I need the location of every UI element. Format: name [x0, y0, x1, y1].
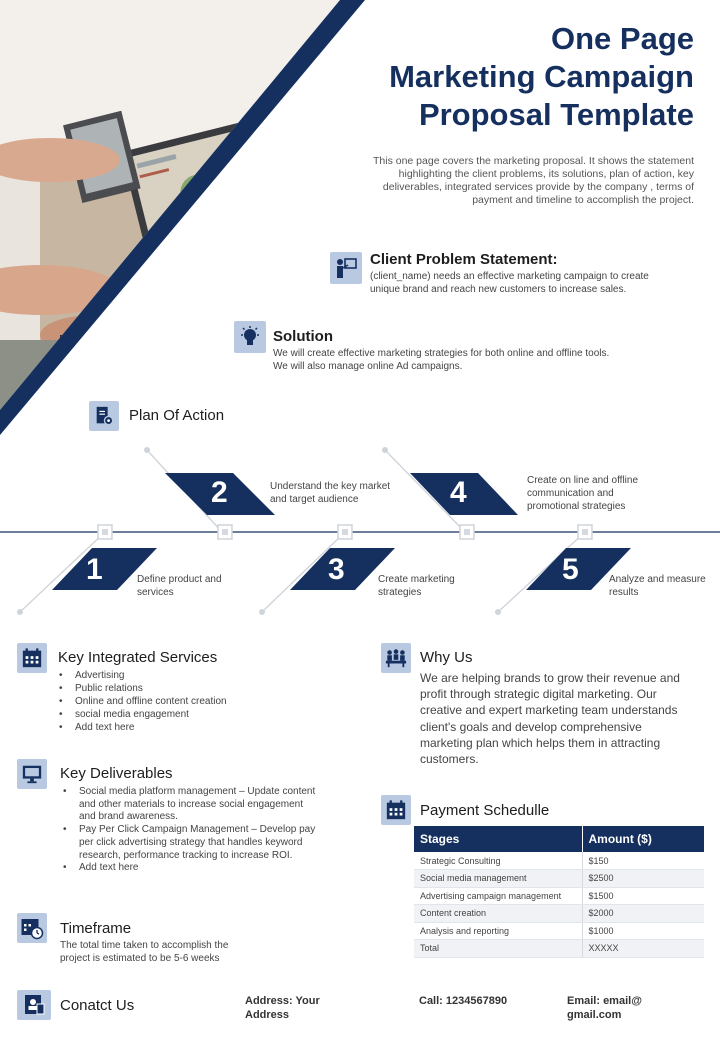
services-item: • Online and offline content creation	[57, 695, 277, 708]
table-row	[414, 905, 704, 923]
table-row	[414, 852, 704, 870]
amount-cell: $2500	[582, 870, 704, 888]
deliverables-heading: Key Deliverables	[60, 765, 173, 782]
services-item: • social media engagement	[57, 708, 277, 721]
solution-text: We will create effective marketing strategies for both online and offline tools. We will also manage online Ad campaigns.	[273, 348, 610, 372]
document-gear-icon	[89, 401, 119, 431]
step-2-text: Understand the key market and target audience	[270, 481, 391, 505]
services-heading: Key Integrated Services	[58, 649, 218, 666]
payment-heading: Payment Schedulle	[420, 802, 550, 819]
contact-heading: Conatct Us	[60, 997, 135, 1014]
step-5-number: 5	[562, 553, 579, 586]
step-1-text: Define product and services	[137, 574, 222, 598]
contact-address: Address: Your Address	[245, 995, 320, 1021]
why-us-text: We are helping brands to grow their revenue and profit through strategic digital marketing. Our creative and expert marketing team understands client's goals and develop comprehensive marketing plan which helps them in attracting customers.	[420, 671, 680, 767]
intro-text: This one page covers the marketing proposal. It shows the statement highlighting the client problems, its solutions, plan of action, key deliverables, integrated services provide by the company , terms of payment and timeline to accomplish the project.	[372, 155, 694, 206]
client-problem-text: (client_name) needs an effective marketing campaign to create unique brand and reach new customers to increase sales.	[370, 271, 649, 295]
monitor-icon	[17, 759, 47, 789]
plan-heading: Plan Of Action	[129, 407, 225, 424]
table-row	[414, 887, 704, 905]
lightbulb-icon	[234, 321, 266, 353]
amount-cell: $1000	[582, 922, 704, 940]
page-title: One Page Marketing Campaign Proposal Template	[389, 21, 694, 132]
timeframe-heading: Timeframe	[60, 920, 132, 937]
amount-cell: $1500	[582, 887, 704, 905]
table-row	[414, 870, 704, 888]
step-4-number: 4	[450, 476, 467, 509]
services-item: • Advertising	[57, 669, 277, 682]
stage-cell: Total	[414, 940, 582, 958]
col-stages: Stages	[414, 826, 582, 852]
step-1-number: 1	[86, 553, 103, 586]
solution-heading: Solution	[273, 328, 333, 345]
services-item: • Add text here	[57, 721, 277, 734]
payment-table	[414, 826, 704, 958]
timeframe-text: The total time taken to accomplish the project is estimated to be 5-6 weeks	[60, 940, 229, 964]
stage-cell: Content creation	[414, 905, 582, 923]
step-5-text: Analyze and measure results	[609, 574, 706, 598]
step-3-text: Create marketing strategies	[378, 574, 455, 598]
table-row	[414, 922, 704, 940]
payment-calendar-icon	[381, 795, 411, 825]
why-us-heading: Why Us	[420, 649, 473, 666]
services-item: • Public relations	[57, 682, 277, 695]
deliverables-item: • Pay Per Click Campaign Management – Develop pay per click advertising strategy that handles keyword research, performance tracking to increase ROI.	[61, 824, 321, 862]
deliverables-item: • Social media platform management – Update content and other materials to increase social engagement and brand awareness.	[61, 786, 321, 824]
presenter-icon	[330, 252, 362, 284]
calendar-clock-icon	[17, 913, 47, 943]
step-2-number: 2	[211, 476, 228, 509]
meeting-icon	[381, 643, 411, 673]
deliverables-item: • Add text here	[61, 862, 321, 875]
stage-cell: Analysis and reporting	[414, 922, 582, 940]
amount-cell: XXXXX	[582, 940, 704, 958]
client-problem-heading: Client Problem Statement:	[370, 251, 558, 268]
amount-cell: $150	[582, 852, 704, 870]
contact-card-icon	[17, 990, 51, 1020]
table-row-total	[414, 940, 704, 958]
step-3-number: 3	[328, 553, 345, 586]
stage-cell: Social media management	[414, 870, 582, 888]
contact-phone: Call: 1234567890	[419, 995, 508, 1007]
col-amount: Amount ($)	[582, 826, 704, 852]
contact-email: Email: email@ gmail.com	[567, 995, 642, 1021]
stage-cell: Advertising campaign management	[414, 887, 582, 905]
step-4-text: Create on line and offline communication and promotional strategies	[527, 475, 639, 512]
deliverables-list	[61, 786, 321, 875]
calendar-icon	[17, 643, 47, 673]
amount-cell: $2000	[582, 905, 704, 923]
services-list	[57, 669, 277, 734]
stage-cell: Strategic Consulting	[414, 852, 582, 870]
payment-table-wrap	[414, 826, 704, 958]
